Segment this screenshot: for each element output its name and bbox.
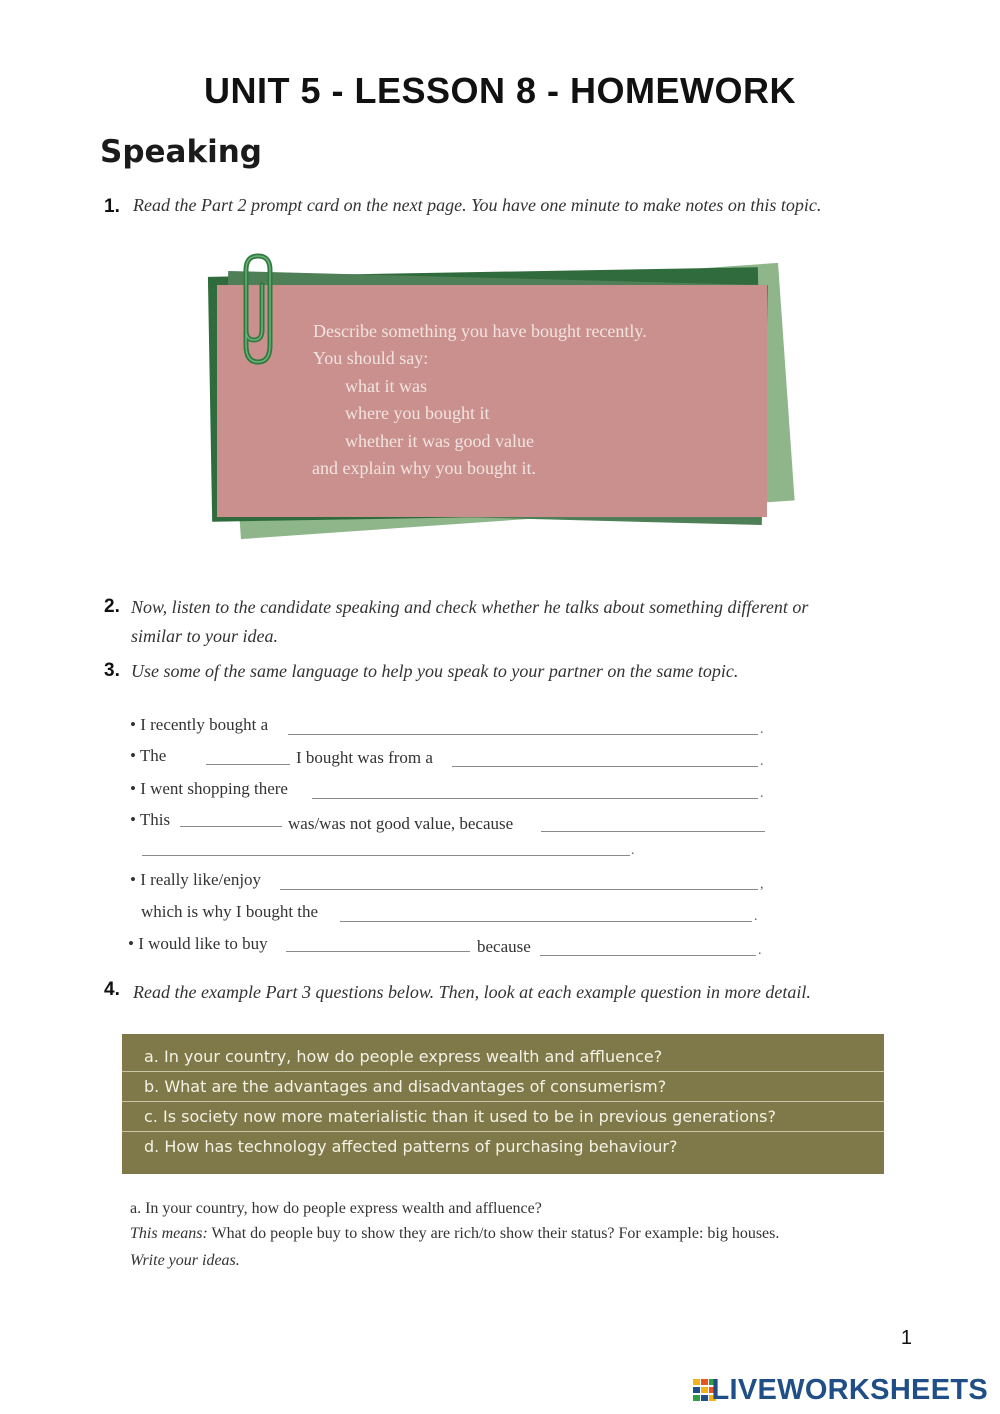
means-label: This means: (130, 1225, 208, 1242)
question-3-number: 3. (104, 660, 120, 681)
question-1-text: Read the Part 2 prompt card on the next page. You have one minute to make notes on this topic. (133, 195, 822, 215)
table-row-text: d. How has technology affected patterns of purchasing behaviour? (144, 1137, 678, 1156)
answer-blank[interactable] (206, 764, 290, 765)
table-row (122, 1132, 884, 1161)
card-line: what it was (345, 376, 427, 396)
means-text: What do people buy to show they are rich/to show their status? For example: big houses. (211, 1225, 780, 1242)
sentence-frame: which is why I bought the (141, 902, 319, 921)
question-3-text: Use some of the same language to help you speak to your partner on the same topic. (131, 661, 739, 681)
sentence-frame: because (477, 937, 531, 956)
question-2-text: Now, listen to the candidate speaking and check whether he talks about something different or (131, 597, 809, 617)
section-heading: Speaking (100, 134, 262, 170)
page-title: UNIT 5 - LESSON 8 - HOMEWORK (203, 70, 797, 111)
example-question: a. In your country, how do people express wealth and affluence? (130, 1200, 542, 1217)
answer-blank[interactable] (286, 951, 470, 952)
answer-blank[interactable] (288, 734, 758, 735)
punctuation: . (760, 754, 764, 769)
table-row (122, 1102, 884, 1132)
answer-blank[interactable] (312, 798, 758, 799)
question-4-text: Read the example Part 3 questions below. Then, look at each example question in more detail. (133, 982, 811, 1002)
punctuation: . (758, 943, 762, 958)
answer-blank[interactable] (340, 921, 752, 922)
write-text: Write your ideas. (130, 1252, 240, 1269)
punctuation: . (754, 909, 758, 924)
sentence-frame: • I would like to buy (128, 934, 268, 953)
card-line: Describe something you have bought recently. (313, 321, 647, 341)
table-row (122, 1042, 884, 1072)
card-line: and explain why you bought it. (312, 458, 536, 478)
answer-blank[interactable] (280, 889, 758, 890)
paperclip-icon (226, 250, 286, 370)
table-row-text: c. Is society now more materialistic than it used to be in previous generations? (144, 1107, 776, 1126)
card-line: whether it was good value (345, 431, 534, 451)
punctuation: . (760, 722, 764, 737)
write-prompt (130, 1252, 240, 1270)
answer-blank[interactable] (452, 766, 758, 767)
answer-blank[interactable] (541, 831, 765, 832)
sentence-frame: I bought was from a (296, 748, 433, 767)
question-table (122, 1034, 884, 1174)
answer-blank[interactable] (180, 826, 282, 827)
table-row-text: a. In your country, how do people express wealth and affluence? (144, 1047, 663, 1066)
question-2-text-cont: similar to your idea. (131, 626, 278, 646)
punctuation: , (760, 877, 764, 892)
question-1-number: 1. (104, 196, 120, 217)
table-row-text: b. What are the advantages and disadvantages of consumerism? (144, 1077, 667, 1096)
sentence-frame: • I went shopping there (130, 779, 288, 798)
answer-blank[interactable] (540, 955, 756, 956)
punctuation: . (760, 786, 764, 801)
question-2-number: 2. (104, 596, 120, 617)
sentence-frame: • The (130, 746, 167, 765)
card-line: where you bought it (345, 403, 490, 423)
table-row (122, 1072, 884, 1102)
sentence-frame: • I recently bought a (130, 715, 269, 734)
card-line: You should say: (313, 348, 429, 368)
answer-blank[interactable] (142, 855, 630, 856)
sentence-frame: was/was not good value, because (288, 814, 514, 833)
brand-wordmark[interactable]: LIVEWORKSHEETS (711, 1374, 988, 1406)
sentence-frame: • This (130, 810, 171, 829)
page-number: 1 (900, 1327, 912, 1349)
punctuation: . (631, 843, 635, 858)
example-meaning (130, 1225, 779, 1243)
sentence-frame: • I really like/enjoy (130, 870, 262, 889)
prompt-card (217, 285, 767, 517)
question-4-number: 4. (104, 979, 120, 1000)
